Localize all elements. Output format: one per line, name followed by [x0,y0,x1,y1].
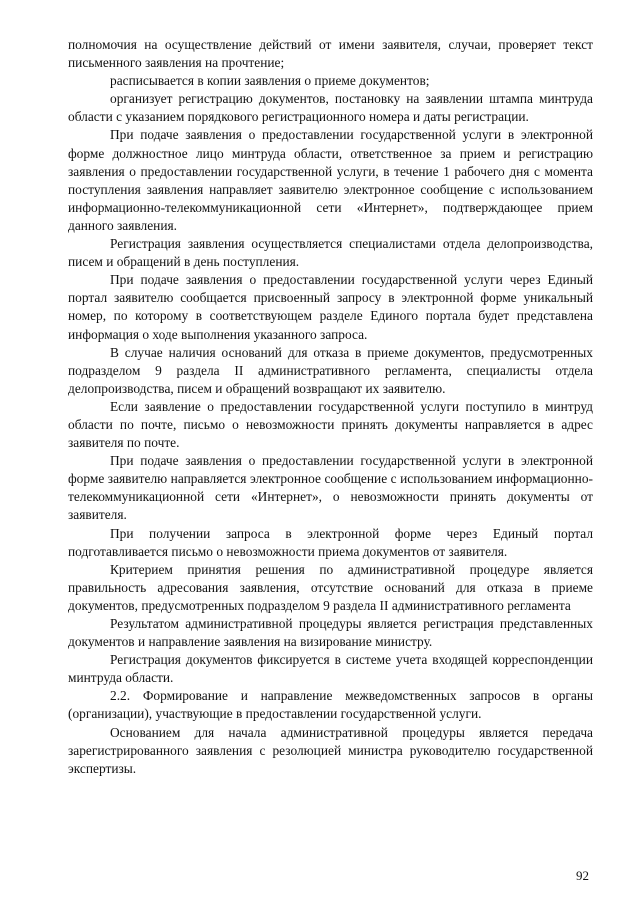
paragraph: В случае наличия оснований для отказа в приеме документов, предусмотренных подразделом 9 раздела II административного регламента, специалисты отдела делопроизводства, писем и обращений возвращают их заявителю. [68,344,593,396]
paragraph: Результатом административной процедуры является регистрация представленных документов и направление заявления на визирование министру. [68,616,593,650]
page-number: 92 [576,868,589,883]
paragraph: Основанием для начала административной процедуры является передача зарегистрированного заявления с резолюцией министра руководителю государственной экспертизы. [68,724,593,776]
section-heading: 2.2. Формирование и направление межведомственных запросов в органы (организации), участвующие в предоставлении государственной услуги. [68,688,593,722]
paragraph: Регистрация заявления осуществляется специалистами отдела делопроизводства, писем и обращений в день поступления. [68,236,593,270]
paragraph: полномочия на осуществление действий от имени заявителя, случаи, проверяет текст письменного заявления на прочтение; [68,37,593,71]
paragraph: При подаче заявления о предоставлении государственной услуги в электронной форме должностное лицо минтруда области, ответственное за прием и регистрацию заявления о предоставлении государственной услуги, в течение 1 рабочего дня с момента поступления заявления направляет заявителю электронное сообщение с использованием информационно-телекоммуникационной сети «Интернет», подтверждающее прием данного заявления. [68,127,593,233]
paragraph: Регистрация документов фиксируется в системе учета входящей корреспонденции минтруда области. [68,652,593,686]
paragraph: При получении запроса в электронной форме через Единый портал подготавливается письмо о невозможности приема документов от заявителя. [68,525,593,559]
paragraph: При подаче заявления о предоставлении государственной услуги через Единый портал заявителю сообщается присвоенный запросу в электронной форме уникальный номер, по которому в соответствующем разделе Единого портала будет представлена информация о ходе выполнения указанного запроса. [68,272,593,342]
paragraph: Если заявление о предоставлении государственной услуги поступило в минтруд области по почте, письмо о невозможности принять документы направляется в адрес заявителя по почте. [68,398,593,451]
document-body [68,36,593,778]
paragraph: При подаче заявления о предоставлении государственной услуги в электронной форме заявителю направляется электронное сообщение с использованием информационно-телекоммуникационной сети «Интернет», о невозможности принять документы от заявителя. [68,453,593,523]
paragraph: организует регистрацию документов, постановку на заявлении штампа минтруда области с указанием порядкового регистрационного номера и даты регистрации. [68,91,593,125]
paragraph: Критерием принятия решения по административной процедуре является правильность адресования заявления, отсутствие оснований для отказа в приеме документов, предусмотренных подразделом 9 раздела II административного регламента [68,561,593,613]
paragraph: расписывается в копии заявления о приеме документов; [110,73,430,89]
